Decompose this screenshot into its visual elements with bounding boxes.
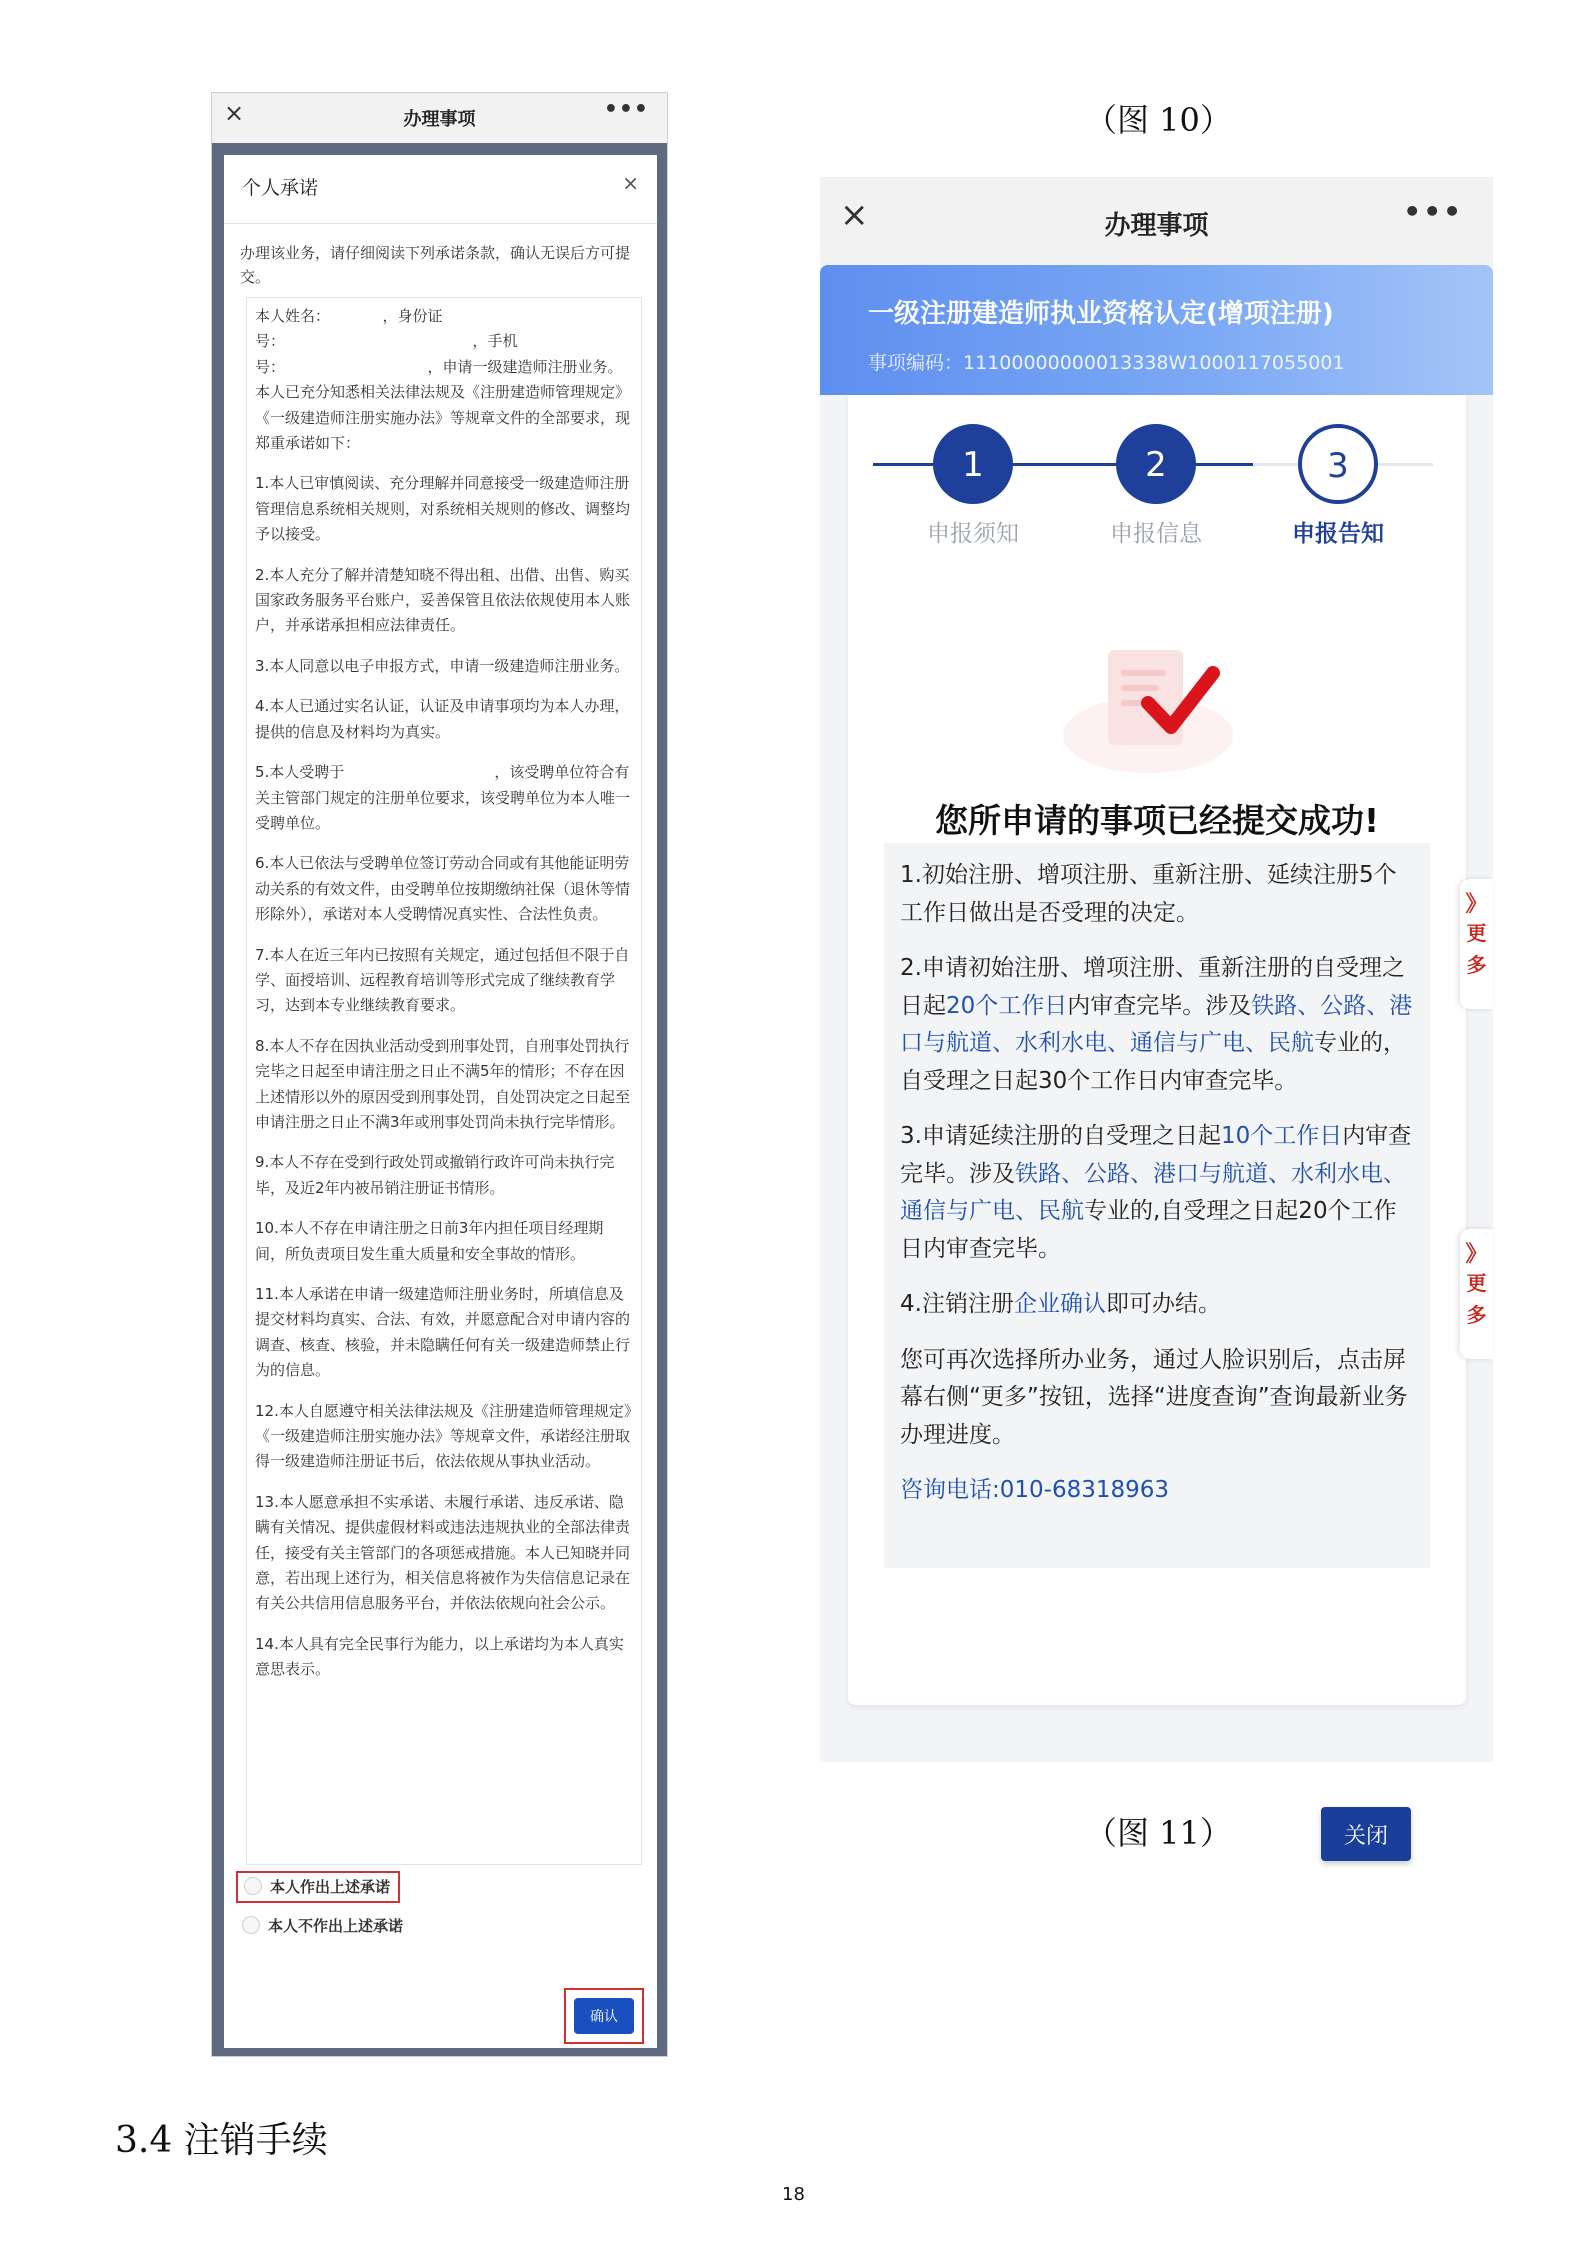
notice-text: 内审查完毕。涉及 <box>900 1123 1412 1187</box>
step-2-circle: 2 <box>1116 424 1196 504</box>
clause-7: 7.本人在近三年内已按照有关规定，通过包括但不限于自学、面授培训、远程教育培训等形式完成了继续教育学习，达到本专业继续教育要求。 <box>255 945 630 1015</box>
disagree-option-label: 本人不作出上述承诺 <box>268 1917 404 1935</box>
double-chevron-right-icon: 》 <box>1465 892 1488 917</box>
clause-12: 12.本人自愿遵守相关法律法规及《注册建造师管理规定》《一级建造师注册实施办法》等规章文件，承诺经注册取得一级建造师注册证书后，依法依规从事执业活动。 <box>255 1401 632 1471</box>
clause-0: 本人姓名： ，身份证号： ，手机号： ，申请一级建造师注册业务。本人已充分知悉相关法律法规及《注册建造师管理规定》《一级建造师注册实施办法》等规章文件的全部要求，现郑重承诺如下： <box>255 307 631 453</box>
close-icon[interactable]: × <box>224 99 245 127</box>
notice-text: 专业的,自受理之日起20个工作日内审查完毕。 <box>900 1198 1397 1262</box>
agree-radio[interactable] <box>244 1877 262 1895</box>
stepper-line <box>873 463 1253 466</box>
agree-option[interactable] <box>236 1871 400 1903</box>
more-side-tab[interactable] <box>1460 879 1493 1009</box>
progress-stepper <box>848 395 1466 595</box>
item-banner <box>820 265 1493 395</box>
page-number: 18 <box>782 2184 805 2205</box>
item-code <box>868 348 1344 375</box>
notice-text: 即可办结。 <box>1105 1291 1221 1317</box>
notice-text: 3.申请延续注册的自受理之日起 <box>900 1123 1221 1149</box>
section-heading: 3.4 注销手续 <box>115 2120 328 2161</box>
clause-6: 6.本人已依法与受聘单位签订劳动合同或有其他能证明劳动关系的有效文件，由受聘单位按期缴纳社保（退休等情形除外），承诺对本人受聘情况真实性、合法性负责。 <box>255 854 631 924</box>
notice-text: 专业的，自受理之日起30个工作日内审查完毕。 <box>900 1030 1406 1094</box>
more-tab-label-2: 多 <box>1466 953 1487 977</box>
clause-14: 14.本人具有完全民事行为能力，以上承诺均为本人真实意思表示。 <box>255 1634 624 1679</box>
notice-item-3 <box>900 1118 1414 1268</box>
confirm-highlight-box <box>564 1988 644 2044</box>
banner-title: 一级注册建造师执业资格认定(增项注册) <box>868 299 1334 329</box>
modal-intro: 办理该业务，请仔细阅读下列承诺条款，确认无误后方可提交。 <box>240 244 631 286</box>
success-title: 您所申请的事项已经提交成功! <box>934 801 1380 840</box>
commitment-modal <box>224 155 657 2048</box>
step-3-circle: 3 <box>1298 424 1378 504</box>
clause-8: 8.本人不存在因执业活动受到刑事处罚，自刑事处罚执行完毕之日起至申请注册之日止不满5年的情形；不存在因上述情形以外的原因受到刑事处罚，自处罚决定之日起至申请注册之日止不满3年或刑事处罚尚未执行完毕情形。 <box>255 1036 631 1131</box>
more-menu-icon[interactable]: ••• <box>603 97 649 122</box>
figure-10-caption: （图 10） <box>1085 101 1232 139</box>
clause-9: 9.本人不存在受到行政处罚或撤销行政许可尚未执行完毕，及近2年内被吊销注册证书情形。 <box>255 1153 615 1197</box>
clause-5: 5.本人受聘于 ，该受聘单位符合有关主管部门规定的注册单位要求，该受聘单位为本人唯一受聘单位。 <box>255 763 631 832</box>
step-1-circle: 1 <box>933 424 1013 504</box>
notice-item-5: 您可再次选择所办业务，通过人脸识别后，点击屏幕右侧“更多”按钮，选择“进度查询”查询最新业务办理进度。 <box>900 1346 1408 1448</box>
confirm-button[interactable]: 确认 <box>574 1998 634 2034</box>
modal-title: 个人承诺 <box>242 177 319 199</box>
notice-text: 2.申请初始注册、增项注册、重新注册的自受理之日起 <box>900 955 1405 1019</box>
notice-item-1: 1.初始注册、增项注册、重新注册、延续注册5个工作日做出是否受理的决定。 <box>900 862 1397 926</box>
commitment-phone-screenshot <box>211 92 668 2057</box>
figure-11-caption: （图 11） <box>1085 1814 1232 1852</box>
double-chevron-right-icon: 》 <box>1465 1242 1488 1267</box>
more-tab-label-1: 更 <box>1466 1271 1487 1295</box>
processing-notice <box>884 843 1430 1568</box>
notice-text: 内审查完毕。涉及 <box>1067 992 1252 1019</box>
notice-highlight: 10个工作日 <box>1220 1123 1343 1149</box>
item-code-value: 11100000000013338W1000117055001 <box>963 352 1345 374</box>
clause-2: 2.本人充分了解并清楚知晓不得出租、出借、出售、购买国家政务服务平台账户，妥善保管且依法依规使用本人账户，并承诺承担相应法律责任。 <box>255 565 631 635</box>
more-tab-label-1: 更 <box>1466 921 1487 945</box>
step-2-label: 申报信息 <box>1110 521 1202 547</box>
notice-highlight: 企业确认 <box>1013 1291 1106 1317</box>
step-1-label: 申报须知 <box>927 521 1019 547</box>
app-title: 办理事项 <box>403 109 476 130</box>
clause-13: 13.本人愿意承担不实承诺、未履行承诺、违反承诺、隐瞒有关情况、提供虚假材料或违法违规执业的全部法律责任，接受有关主管部门的各项惩戒措施。本人已知晓并同意，若出现上述行为，相关信息将被作为失信信息记录在有关公共信用信息服务平台，并依法依规向社会公示。 <box>255 1492 631 1613</box>
notice-text: 4.注销注册 <box>900 1291 1014 1317</box>
disagree-option[interactable] <box>242 1915 403 1936</box>
notice-item-4 <box>900 1286 1414 1324</box>
more-side-tab[interactable] <box>1460 1229 1493 1359</box>
notice-highlight: 20个工作日 <box>946 992 1068 1019</box>
app-top-bar <box>212 93 667 143</box>
clause-10: 10.本人不存在申请注册之日前3年内担任项目经理期间，所负责项目发生重大质量和安全事故的情形。 <box>255 1219 604 1263</box>
app-top-bar <box>820 177 1493 265</box>
more-menu-icon[interactable]: ••• <box>1403 195 1463 228</box>
success-check-icon <box>1053 625 1253 765</box>
item-code-label: 事项编码： <box>868 352 964 374</box>
clause-3: 3.本人同意以电子申报方式，申请一级建造师注册业务。 <box>255 656 630 675</box>
modal-divider <box>224 223 657 224</box>
notice-highlight: 铁路、公路、港口与航道、水利水电、通信与广电、民航 <box>900 992 1413 1056</box>
app-title: 办理事项 <box>1104 211 1209 241</box>
close-icon[interactable]: × <box>840 195 869 235</box>
step-3-label: 申报告知 <box>1292 521 1384 547</box>
notice-highlight: 铁路、公路、港口与航道、水利水电、通信与广电、民航 <box>900 1160 1406 1224</box>
close-button[interactable]: 关闭 <box>1321 1807 1411 1861</box>
consult-phone[interactable]: 咨询电话:010-68318963 <box>900 1477 1170 1503</box>
commitment-clauses-box[interactable] <box>246 297 642 1865</box>
modal-close-icon[interactable]: × <box>622 171 639 195</box>
disagree-radio[interactable] <box>242 1916 260 1934</box>
clause-4: 4.本人已通过实名认证，认证及申请事项均为本人办理，提供的信息及材料均为真实。 <box>255 697 630 741</box>
clause-11: 11.本人承诺在申请一级建造师注册业务时，所填信息及提交材料均真实、合法、有效，并愿意配合对申请内容的调查、核查、核验，并未隐瞒任何有关一级建造师禁止行为的信息。 <box>255 1285 631 1380</box>
notice-item-2 <box>900 950 1414 1100</box>
more-tab-label-2: 多 <box>1466 1303 1487 1327</box>
clause-1: 1.本人已审慎阅读、充分理解并同意接受一级建造师注册管理信息系统相关规则，对系统相关规则的修改、调整均予以接受。 <box>255 474 631 544</box>
agree-option-label: 本人作出上述承诺 <box>270 1878 391 1896</box>
